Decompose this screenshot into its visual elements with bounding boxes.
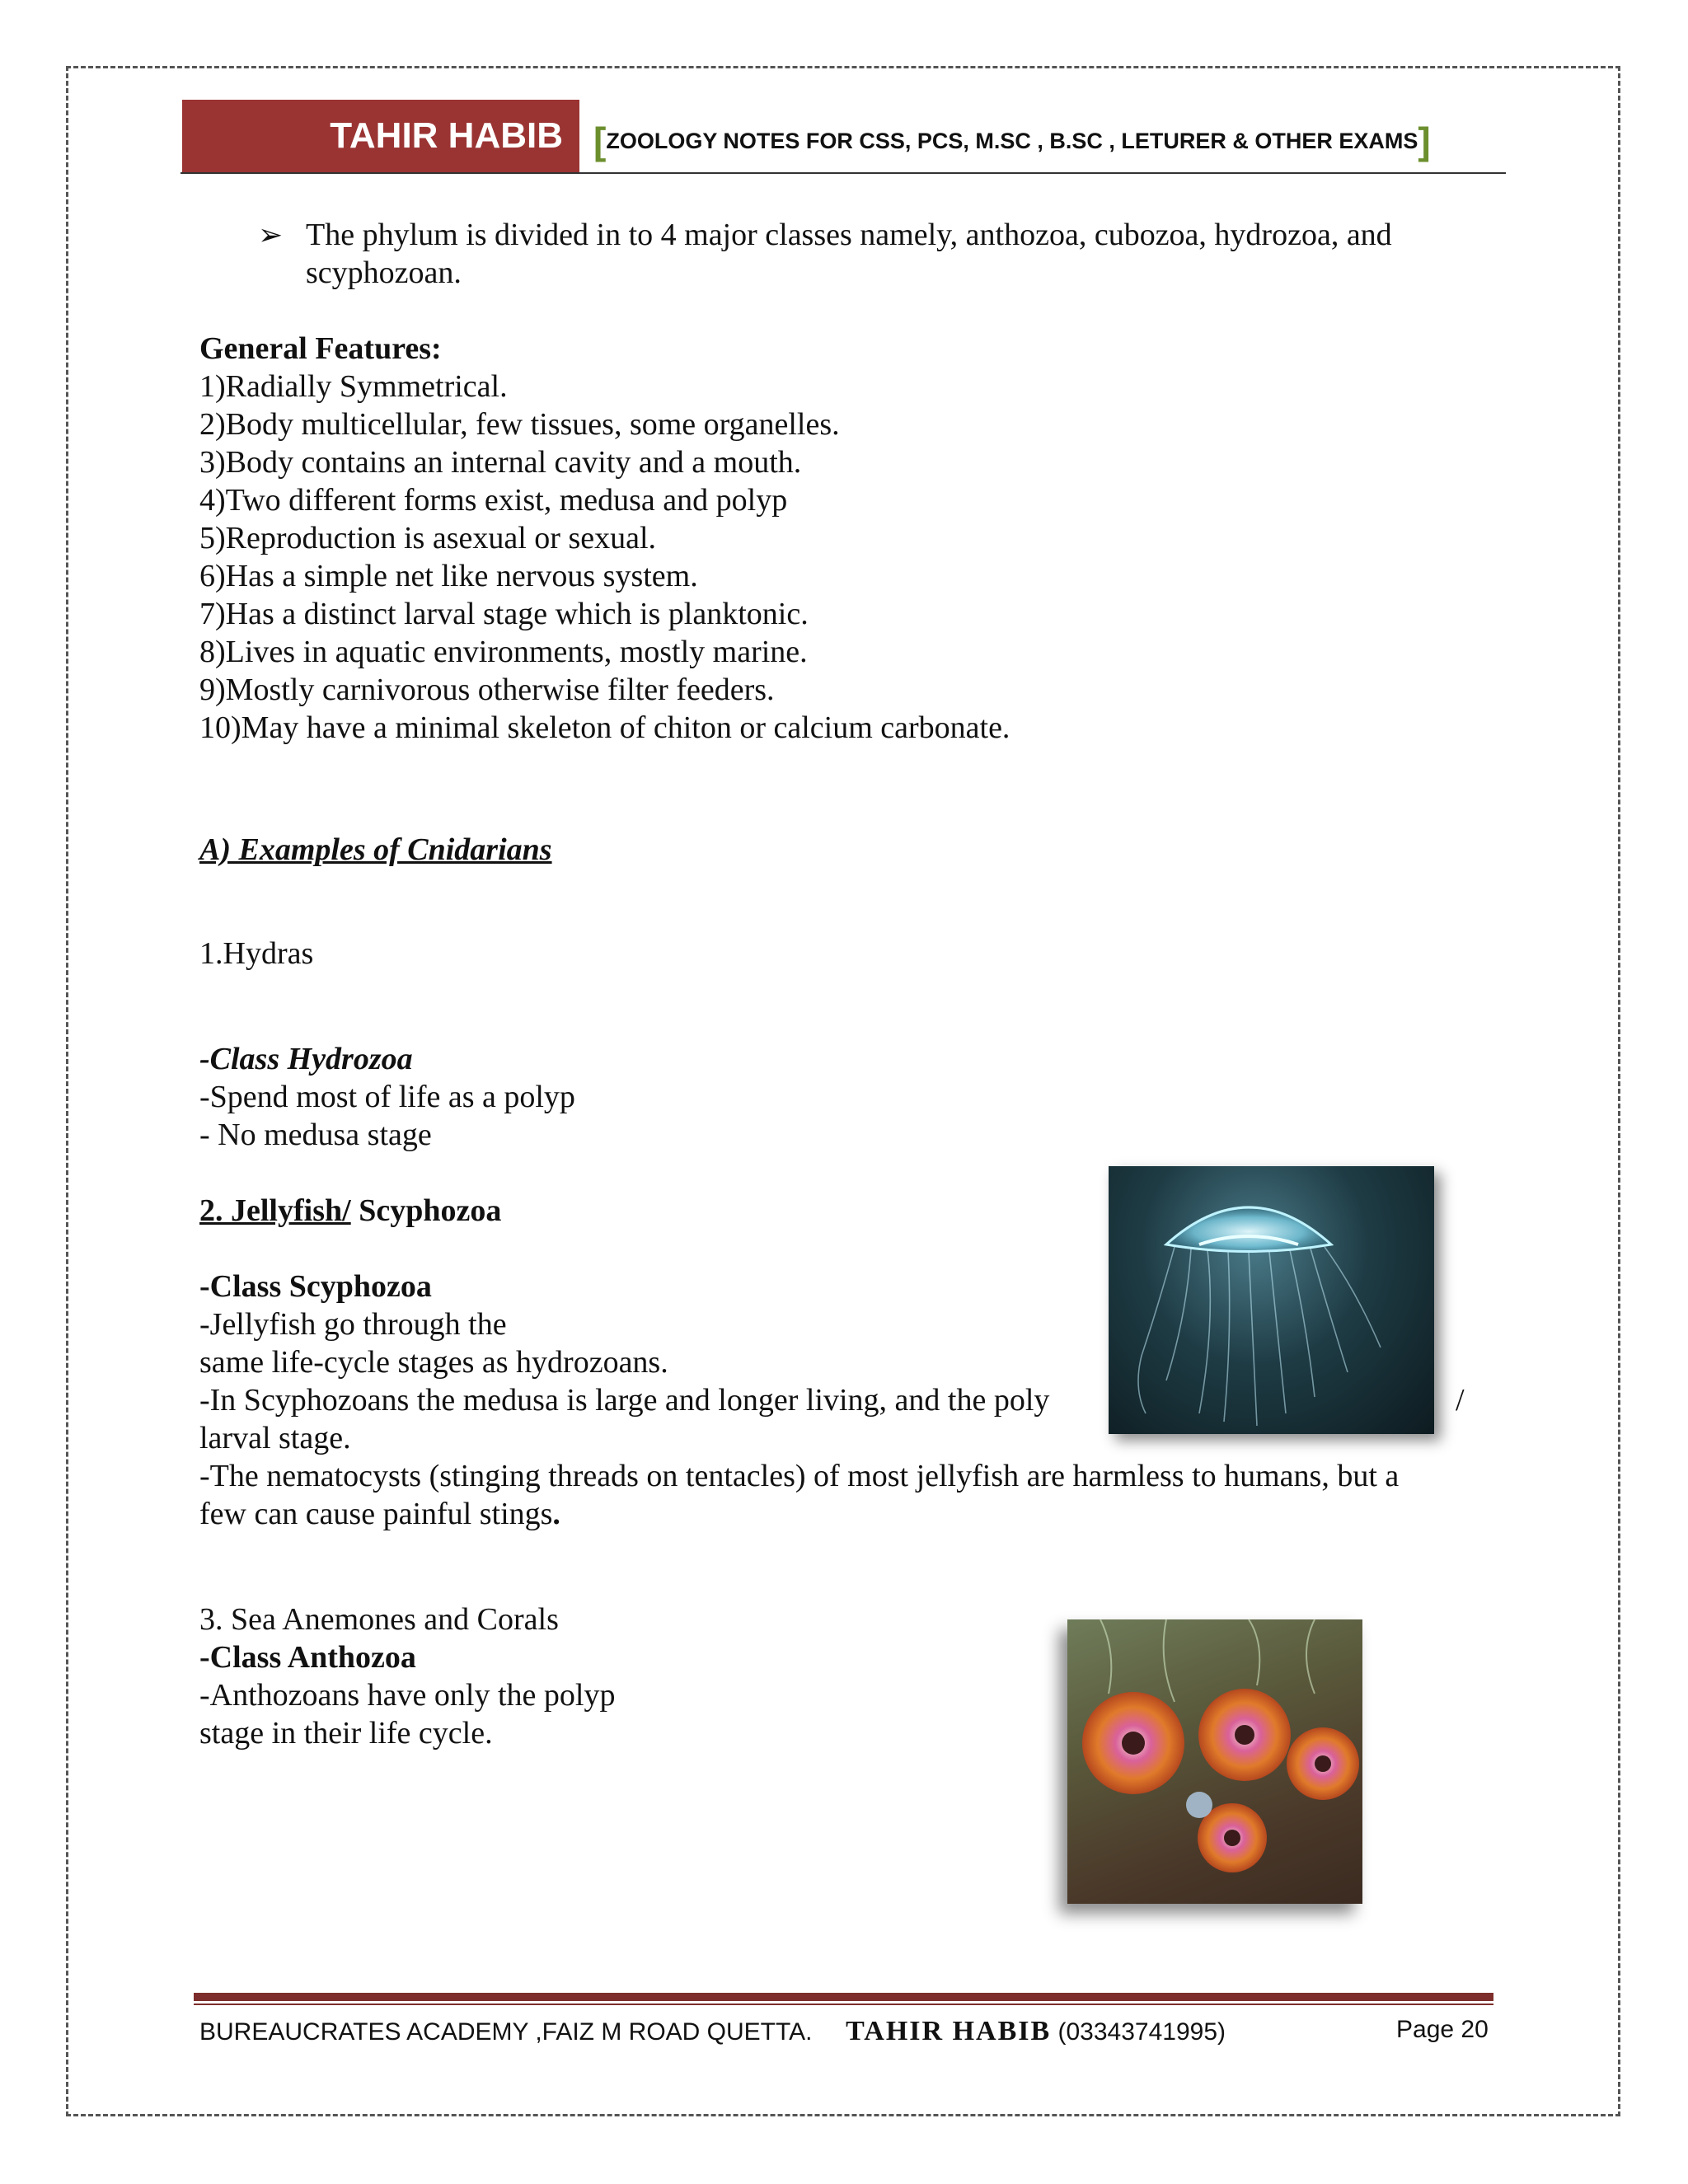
feature-item: 6)Has a simple net like nervous system. — [199, 559, 698, 593]
footer-name: TAHIR HABIB — [846, 2016, 1052, 2046]
anemones-class: -Class Anthozoa — [199, 1640, 416, 1675]
hydra-line: -Spend most of life as a polyp — [199, 1080, 575, 1114]
examples-heading: A) Examples of Cnidarians — [199, 832, 552, 867]
header-author: TAHIR HABIB — [330, 115, 563, 156]
feature-item: 7)Has a distinct larval stage which is planktonic. — [199, 597, 809, 631]
jellyfish-title — [199, 1192, 501, 1230]
feature-item: 3)Body contains an internal cavity and a mouth. — [199, 445, 802, 480]
header-subtitle-text: ZOOLOGY NOTES FOR CSS, PCS, M.SC , B.SC , LETURER & OTHER EXAMS — [606, 128, 1418, 153]
footer-left — [199, 2016, 1226, 2047]
hydra-class: -Class Hydrozoa — [199, 1042, 413, 1076]
header-bracket-close: ] — [1418, 120, 1431, 162]
jellyfish-line: -Jellyfish go through the — [199, 1307, 507, 1342]
jellyfish-end-period: . — [552, 1497, 560, 1531]
anemones-title: 3. Sea Anemones and Corals — [199, 1602, 559, 1637]
jellyfish-illustration — [1109, 1166, 1434, 1434]
header-subtitle — [593, 120, 1431, 162]
arrow-bullet-icon: ➢ — [258, 218, 284, 251]
jellyfish-cutoff-fragment: / — [1456, 1383, 1465, 1418]
footer-rule-thick — [194, 1993, 1493, 2001]
feature-item: 4)Two different forms exist, medusa and polyp — [199, 483, 788, 518]
jellyfish-class: -Class Scyphozoa — [199, 1269, 432, 1304]
feature-item: 10)May have a minimal skeleton of chiton or calcium carbonate. — [199, 710, 1010, 745]
feature-item: 1)Radially Symmetrical. — [199, 369, 508, 404]
anemones-line: -Anthozoans have only the polyp — [199, 1678, 616, 1713]
jellyfish-line: few can cause painful stings — [199, 1497, 553, 1531]
jellyfish-title-rest: Scyphozoa — [350, 1193, 502, 1228]
jellyfish-line: same life-cycle stages as hydrozoans. — [199, 1345, 668, 1380]
coral-illustration — [1067, 1619, 1362, 1904]
jellyfish-line: -The nematocysts (stinging threads on tentacles) of most jellyfish are harmless to humans, but a — [199, 1459, 1400, 1493]
footer-phone: (03343741995) — [1051, 2018, 1226, 2046]
intro-text: The phylum is divided in to 4 major classes namely, anthozoa, cubozoa, hydrozoa, and scyphozoan. — [306, 218, 1392, 290]
footer-page-number: Page 20 — [1396, 2016, 1489, 2043]
hydra-title: 1.Hydras — [199, 936, 314, 971]
hydra-line: - No medusa stage — [199, 1118, 432, 1152]
jellyfish-line: -In Scyphozoans the medusa is large and longer living, and the poly — [199, 1383, 1050, 1418]
header-rule — [181, 172, 1506, 174]
header-bracket-open: [ — [593, 120, 607, 162]
jellyfish-line: larval stage. — [199, 1421, 351, 1455]
features-heading: General Features: — [199, 331, 442, 366]
jellyfish-line-last — [199, 1495, 560, 1533]
header-author-box — [182, 100, 579, 172]
anemones-line: stage in their life cycle. — [199, 1716, 493, 1750]
feature-item: 9)Mostly carnivorous otherwise filter feeders. — [199, 673, 775, 707]
feature-item: 2)Body multicellular, few tissues, some organelles. — [199, 407, 840, 442]
jellyfish-title-underlined: 2. Jellyfish/ — [199, 1193, 351, 1228]
footer-rule-thin — [194, 2004, 1493, 2005]
coral-image — [1067, 1619, 1362, 1904]
general-features — [199, 330, 1010, 747]
footer-academy: BUREAUCRATES ACADEMY ,FAIZ M ROAD QUETTA. — [199, 2018, 813, 2046]
jellyfish-image — [1109, 1166, 1434, 1434]
feature-item: 8)Lives in aquatic environments, mostly marine. — [199, 635, 808, 669]
feature-item: 5)Reproduction is asexual or sexual. — [199, 521, 657, 555]
